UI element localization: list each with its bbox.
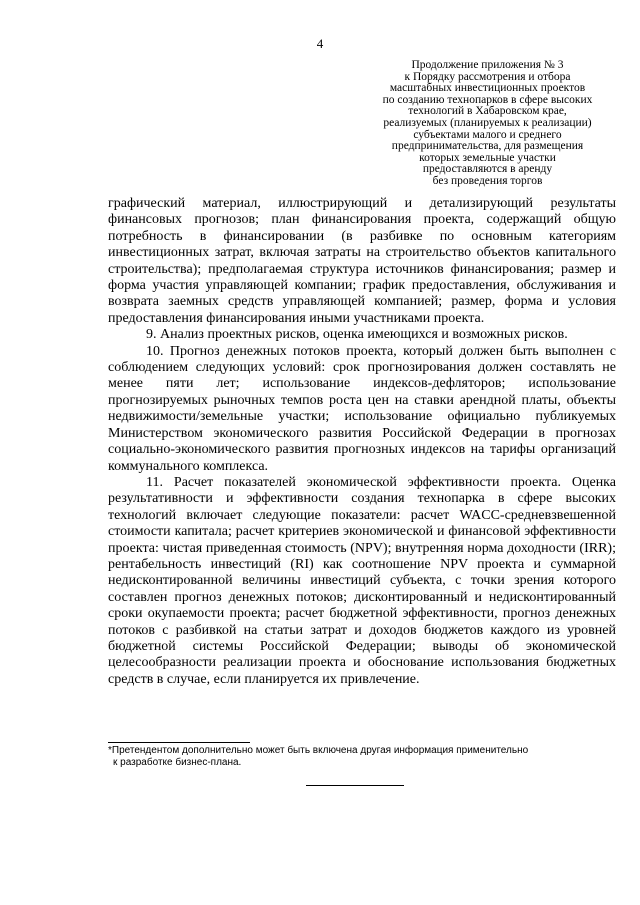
footnote bbox=[108, 745, 618, 768]
header-line: Продолжение приложения № 3 bbox=[411, 59, 564, 71]
header-line: технологий в Хабаровском крае, bbox=[408, 105, 567, 118]
footnote-line: *Претендентом дополнительно может быть включена другая информация применительно bbox=[108, 745, 529, 756]
end-rule bbox=[306, 785, 404, 786]
paragraph-item-10: 10. Прогноз денежных потоков проекта, который должен быть выполнен с соблюдением следующих условий: срок прогнозирования должен составлять не менее пяти лет; использование индексов-дефляторов; использование прогнозируемых рыночных темпов роста цен на ставки арендной платы, объекты недвижимости/земельные участки; использование официально публикуемых Министерством экономического развития Российской Федерации в прогнозах социально-экономического развития прогнозных индексов на тарифы организаций коммунального комплекса. bbox=[108, 343, 616, 474]
header-line: реализуемых (планируемых к реализации) bbox=[383, 116, 592, 129]
header-line: без проведения торгов bbox=[432, 174, 543, 187]
footnote-separator bbox=[108, 742, 250, 743]
page-number: 4 bbox=[316, 36, 324, 51]
paragraph-item-9: 9. Анализ проектных рисков, оценка имеющихся и возможных рисков. bbox=[146, 327, 568, 343]
header-line: которых земельные участки bbox=[419, 151, 556, 164]
header-line: к Порядку рассмотрения и отбора bbox=[404, 70, 571, 83]
footnote-line: к разработке бизнес-плана. bbox=[113, 756, 242, 768]
header-line: по созданию технопарков в сфере высоких bbox=[382, 93, 593, 106]
paragraph-item-11: 11. Расчет показателей экономической эффективности проекта. Оценка результативности и эффективности создания технопарка в сфере высоких технологий включает следующие показатели: расчет WACC-средневзвешенной стоимости капитала; расчет критериев экономической и финансовой эффективности проекта: чистая приведенная стоимость (NPV); внутренняя норма доходности (IRR); рентабельность инвестиций (RI) как соотношение NPV проекта и суммарной недисконтированной величины инвестиций субъекта, с точки зрения которого составлен прогноз денежных потоков; дисконтированный и недисконтированный сроки окупаемости проекта; расчет бюджетной эффективности, прогноз денежных потоков с разбивкой на статьи затрат и доходов бюджетов каждого из уровней бюджетной системы Российской Федерации; выводы об экономической целесообразности реализации проекта и обоснование использования бюджетных средств в случае, если планируется их привлечение. bbox=[108, 474, 616, 687]
document-body bbox=[108, 196, 616, 688]
appendix-header bbox=[345, 60, 630, 188]
header-line: масштабных инвестиционных проектов bbox=[389, 82, 586, 95]
header-line: предпринимательства, для размещения bbox=[391, 140, 584, 153]
header-line: предоставляются в аренду bbox=[422, 163, 553, 176]
header-line: субъектами малого и среднего bbox=[413, 128, 562, 141]
paragraph-continuation: графический материал, иллюстрирующий и детализирующий результаты финансовых прогнозов; план финансирования проекта, содержащий общую потребность в финансировании (в разбивке по основным категориям инвестиционных затрат, включая затраты на строительство объектов капитального строительства); предполагаемая структура источников финансирования; размер и форма участия управляющей компании; график предоставления, обслуживания и возврата заемных средств управляющей компанией; размер, форма и условия предоставления финансирования иными участниками проекта. bbox=[108, 196, 616, 326]
